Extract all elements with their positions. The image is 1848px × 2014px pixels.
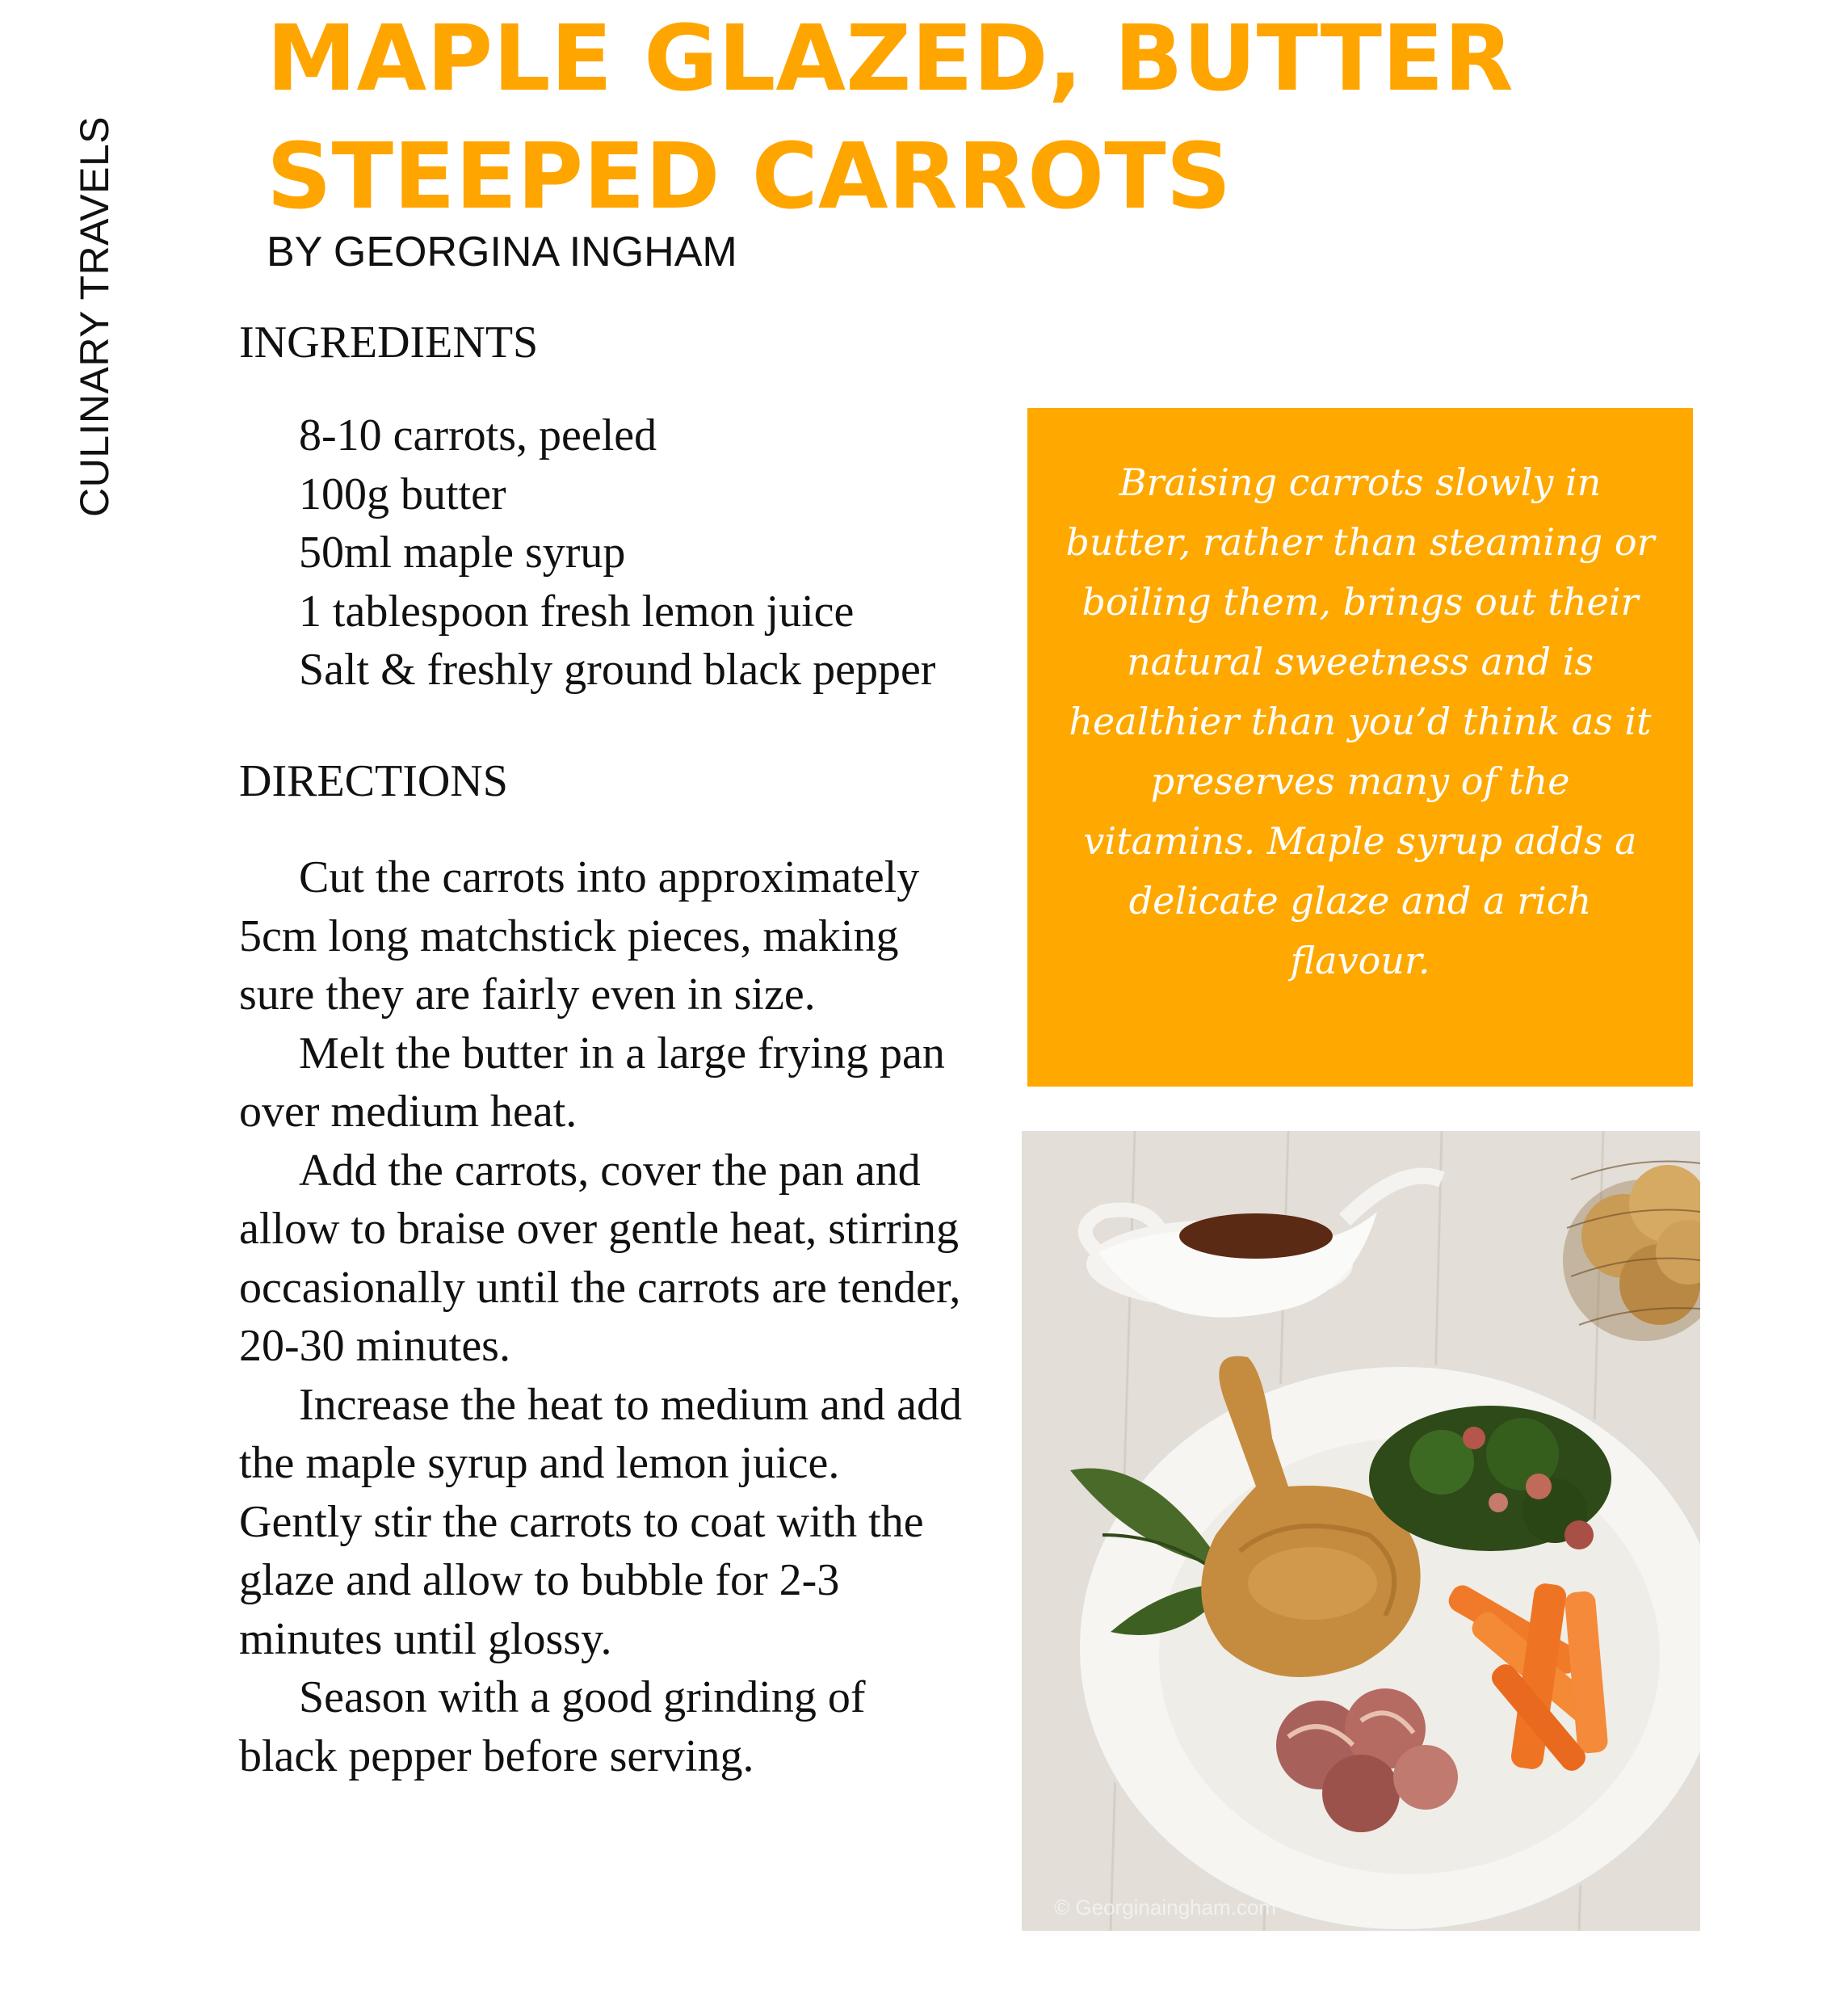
ingredients-heading: INGREDIENTS: [239, 317, 539, 368]
tip-callout-text: Braising carrots slowly in butter, rather than steaming or boiling them, brings out their natural sweetness and is healthier than you’d think as it preserves many of the vitamins. Maple syrup adds a delicate glaze and a rich flavour.: [1065, 460, 1655, 982]
dish-photo: [1022, 1131, 1700, 1931]
greens: [1369, 1406, 1611, 1551]
title-line-2: STEEPED CARROTS: [267, 124, 1232, 229]
direction-step: Add the carrots, cover the pan and allow to braise over gentle heat, stirring occasionally until the carrots are tender, 20-30 minutes.: [239, 1145, 961, 1371]
author-byline: BY GEORGINA INGHAM: [267, 229, 737, 275]
ingredients-list: [299, 406, 935, 700]
ingredient-item: Salt & freshly ground black pepper: [299, 645, 936, 695]
direction-step: Season with a good grinding of black pepper before serving.: [239, 1672, 866, 1781]
tip-callout: [1027, 408, 1693, 1087]
ingredient-item: 50ml maple syrup: [299, 528, 626, 578]
ingredient-item: 8-10 carrots, peeled: [299, 410, 657, 460]
ingredient-item: 100g butter: [299, 469, 506, 519]
recipe-title: [267, 0, 1801, 236]
direction-step: Cut the carrots into approximately 5cm long matchstick pieces, making sure they are fairly even in size.: [239, 852, 920, 1020]
directions-heading: DIRECTIONS: [239, 756, 508, 806]
direction-step: Increase the heat to medium and add the maple syrup and lemon juice. Gently stir the carrots to coat with the glaze and allow to bubble for 2-3 minutes until glossy.: [239, 1379, 962, 1664]
photo-watermark: © Georginaingham.com: [1054, 1895, 1276, 1919]
direction-step: Melt the butter in a large frying pan over medium heat.: [239, 1028, 945, 1137]
section-label: CULINARY TRAVELS: [72, 116, 117, 517]
directions-body: [239, 848, 966, 1785]
title-line-1: MAPLE GLAZED, BUTTER: [267, 6, 1514, 111]
ingredient-item: 1 tablespoon fresh lemon juice: [299, 586, 855, 637]
